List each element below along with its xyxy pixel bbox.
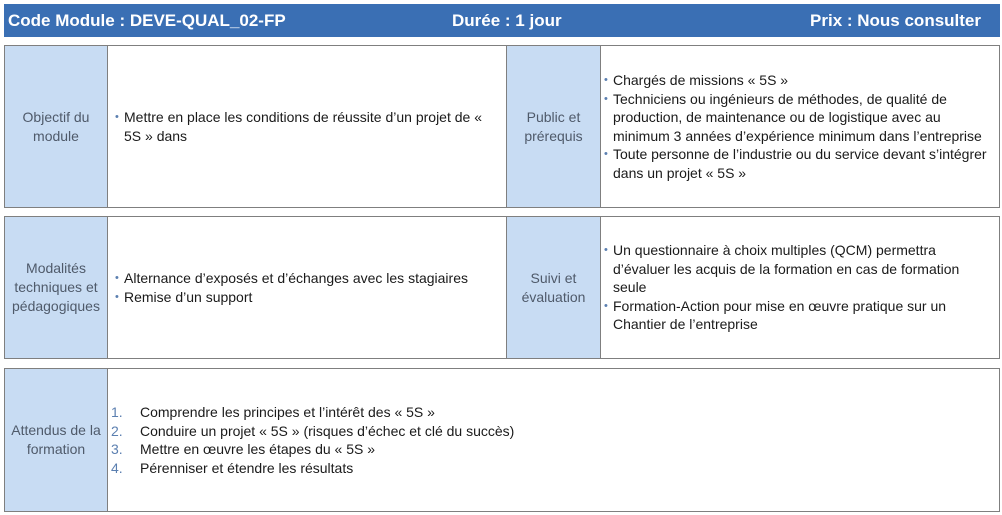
list-item xyxy=(111,440,514,459)
objectif-content xyxy=(108,46,506,207)
list-item-text: Mettre en œuvre les étapes du « 5S » xyxy=(140,441,376,457)
modalites-suivi-section xyxy=(4,216,1000,359)
attendus-label: Attendus de la formation xyxy=(5,369,108,511)
list-item-text: Conduire un projet « 5S » (risques d’échec et clé du succès) xyxy=(140,422,515,439)
attendus-content xyxy=(108,369,999,511)
modalites-list xyxy=(114,269,468,306)
bullet-item: • Toute personne de l’industrie ou du service devant s’intégrer dans un projet « 5S » xyxy=(603,145,993,182)
public-list xyxy=(603,71,993,182)
bullet-item: • Mettre en place les conditions de réussite d’un projet de « 5S » dans xyxy=(114,108,500,145)
bullet-item: • Remise d’un support xyxy=(114,288,468,307)
attendus-list xyxy=(111,403,514,477)
list-item-number: 2. xyxy=(111,422,123,439)
bullet-item: • Alternance d’exposés et d’échanges avec les stagiaires xyxy=(114,269,468,288)
list-item-text: Pérenniser et étendre les résultats xyxy=(140,459,354,476)
objectif-list xyxy=(114,108,500,145)
list-item-text: Comprendre les principes et l’intérêt des « 5S » xyxy=(140,404,435,420)
module-price: Prix : Nous consulter xyxy=(810,11,981,30)
public-label: Public et prérequis xyxy=(506,46,601,207)
modalites-label: Modalités techniques et pédagogiques xyxy=(5,217,108,358)
bullet-item: • Un questionnaire à choix multiples (QCM) permettra d’évaluer les acquis de la formation en cas de formation seule xyxy=(603,241,993,297)
objectif-label: Objectif du module xyxy=(5,46,108,207)
list-item xyxy=(111,422,514,441)
module-duration: Durée : 1 jour xyxy=(452,11,562,30)
bullet-item: • Formation-Action pour mise en œuvre pratique sur un Chantier de l’entreprise xyxy=(603,297,993,334)
modalites-content xyxy=(108,217,506,358)
suivi-list xyxy=(603,241,993,334)
list-item-number: 1. xyxy=(111,404,123,420)
module-code: Code Module : DEVE-QUAL_02-FP xyxy=(8,11,286,30)
list-item-number: 4. xyxy=(111,459,123,476)
list-item xyxy=(111,459,514,478)
suivi-label: Suivi et évaluation xyxy=(506,217,601,358)
attendus-section xyxy=(4,368,1000,512)
module-header xyxy=(4,4,1000,37)
suivi-content xyxy=(601,217,999,358)
objectif-public-section xyxy=(4,45,1000,208)
bullet-item: • Techniciens ou ingénieurs de méthodes, de qualité de production, de maintenance ou de logistique avec au minimum 3 années d’expérience minimum dans l’entreprise xyxy=(603,90,993,146)
list-item xyxy=(111,403,514,422)
public-content xyxy=(601,46,999,207)
bullet-item: • Chargés de missions « 5S » xyxy=(603,71,993,90)
list-item-number: 3. xyxy=(111,441,123,457)
